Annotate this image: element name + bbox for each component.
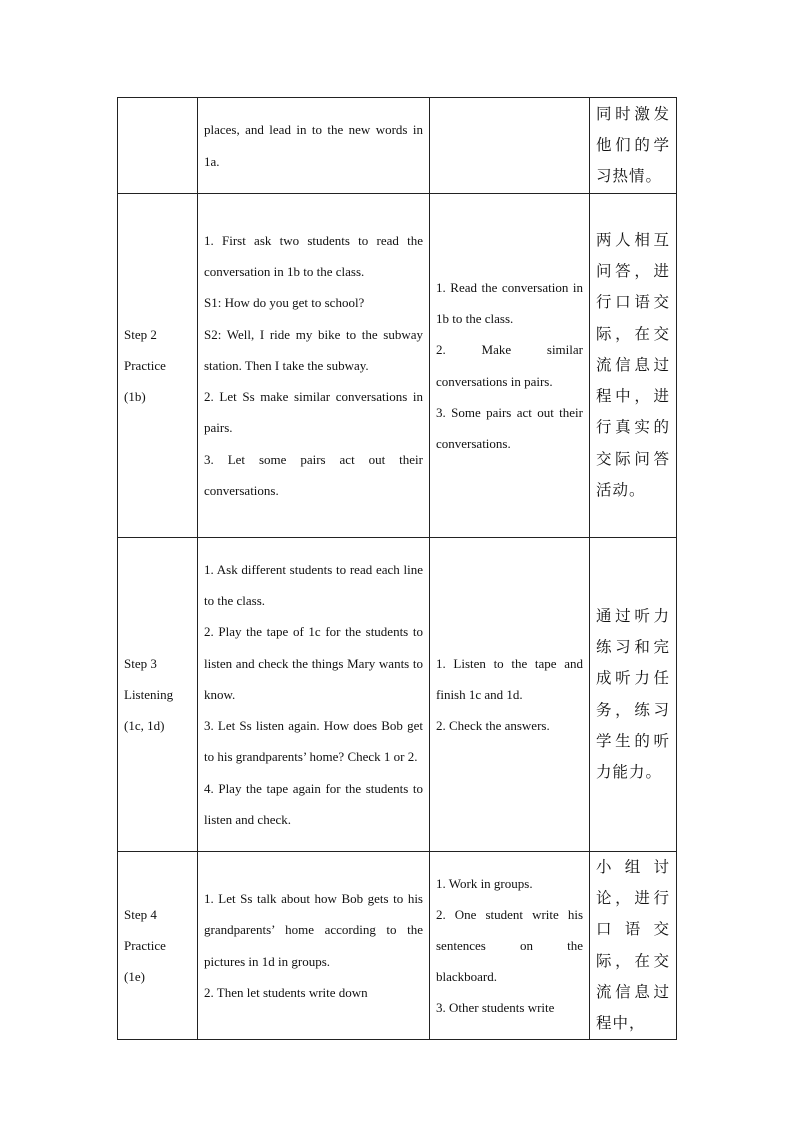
student-activity-cell: [430, 194, 590, 538]
teacher-line: 1. Ask different students to read each line to the class.: [204, 562, 423, 609]
table-row: [118, 194, 677, 538]
teacher-activity-cell: [198, 538, 430, 852]
student-activity-cell: [430, 538, 590, 852]
teacher-activity-cell: [198, 194, 430, 538]
step-title: Listening: [124, 686, 174, 702]
teacher-line: places, and lead in to the new words in 1a.: [204, 122, 423, 169]
teacher-activity-cell: [198, 852, 430, 1040]
purpose-cell: 两人相互问答，进行口语交际，在交流信息过程中，进行真实的交际问答活动。: [590, 194, 677, 538]
purpose-cell: 同时激发他们的学习热情。: [590, 98, 677, 194]
step-number: Step 4: [124, 906, 157, 922]
step-number: Step 3: [124, 655, 157, 671]
step-cell: [118, 194, 198, 538]
step-ref: (1c, 1d): [124, 718, 165, 734]
teacher-line: 4. Play the tape again for the students to listen and check.: [204, 780, 423, 827]
teacher-line: 1. Let Ss talk about how Bob gets to his grandparents’ home according to the pictures in 1d in groups.: [204, 891, 423, 969]
student-line: 3. Other students write: [436, 1000, 555, 1016]
teacher-line: 3. Let Ss listen again. How does Bob get to his grandparents’ home? Check 1 or 2.: [204, 718, 423, 765]
teacher-line: 1. First ask two students to read the conversation in 1b to the class.: [204, 233, 423, 280]
purpose-cell: 小组讨论，进行口语交际，在交流信息过程中，: [590, 852, 677, 1040]
teacher-line: S1: How do you get to school?: [204, 295, 365, 311]
purpose-cell: 通过听力练习和完成听力任务，练习学生的听力能力。: [590, 538, 677, 852]
step-cell: [118, 98, 198, 194]
teacher-line: 2. Then let students write down: [204, 984, 368, 1000]
table-row: [118, 538, 677, 852]
teacher-line: S2: Well, I ride my bike to the subway station. Then I take the subway.: [204, 326, 423, 373]
teacher-line: 2. Let Ss make similar conversations in pairs.: [204, 389, 423, 436]
step-number: Step 2: [124, 326, 157, 342]
student-line: 1. Listen to the tape and finish 1c and 1d.: [436, 655, 583, 702]
teacher-activity-cell: [198, 98, 430, 194]
teacher-line: 2. Play the tape of 1c for the students to listen and check the things Mary wants to know.: [204, 624, 423, 702]
table-row: [118, 98, 677, 194]
student-line: 1. Work in groups.: [436, 875, 533, 891]
step-cell: [118, 852, 198, 1040]
student-activity-cell: [430, 852, 590, 1040]
step-title: Practice: [124, 938, 166, 953]
student-line: 2. One student write his sentences on the blackboard.: [436, 906, 583, 985]
student-line: 1. Read the conversation in 1b to the class.: [436, 279, 583, 327]
step-ref: (1b): [124, 389, 146, 405]
lesson-plan-table: [117, 97, 677, 1040]
step-ref: (1e): [124, 969, 145, 985]
student-line: 2. Make similar conversations in pairs.: [436, 342, 583, 389]
table-row: [118, 852, 677, 1040]
step-cell: [118, 538, 198, 852]
student-line: 3. Some pairs act out their conversations.: [436, 404, 583, 451]
teacher-line: 3. Let some pairs act out their conversations.: [204, 451, 423, 498]
student-line: 2. Check the answers.: [436, 718, 550, 734]
student-activity-cell: [430, 98, 590, 194]
step-title: Practice: [124, 357, 166, 373]
